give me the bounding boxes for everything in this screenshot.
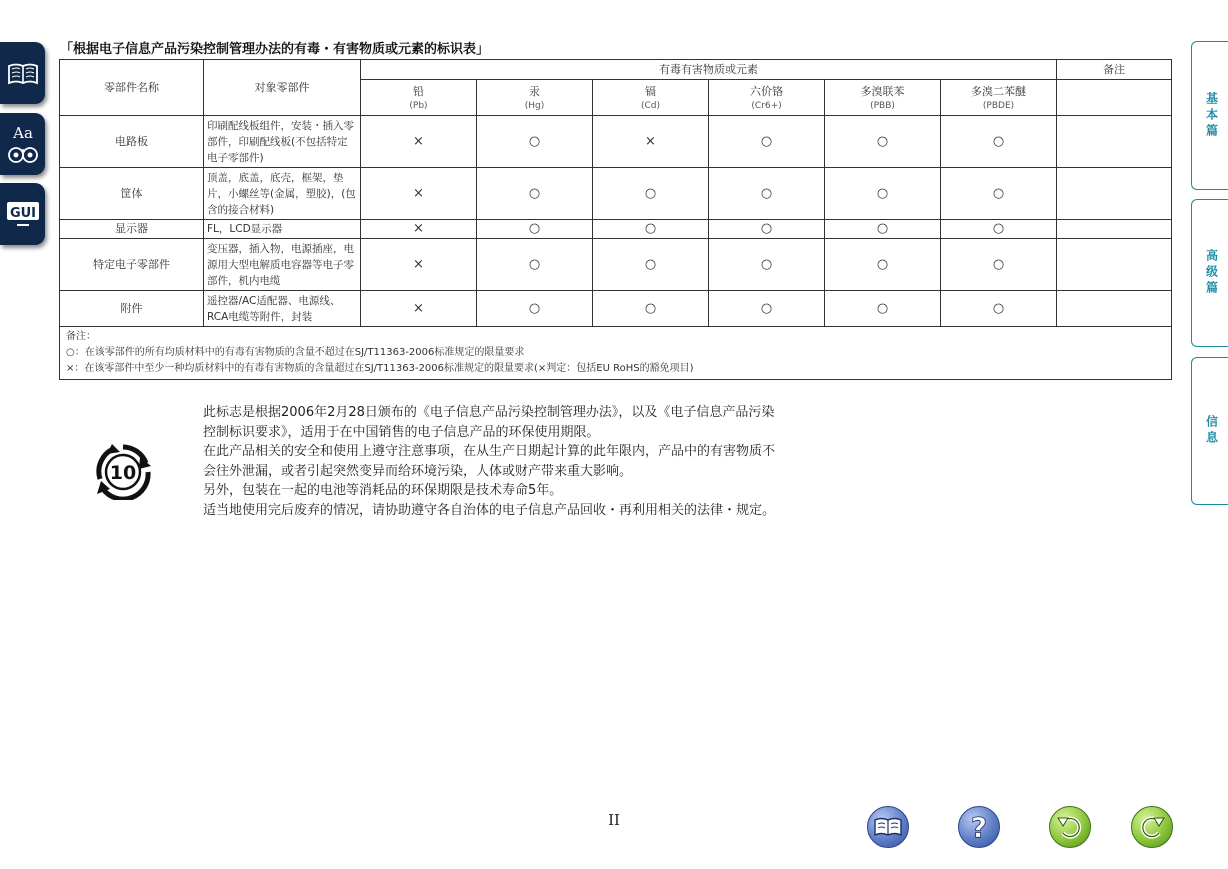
- svg-text:10: 10: [109, 462, 137, 484]
- substance-mark: ○: [593, 220, 709, 239]
- substance-mark: ×: [361, 168, 477, 220]
- substance-symbol: (Cr6+): [751, 100, 782, 111]
- font-size-icon: [6, 121, 40, 167]
- table-notes: [60, 327, 1172, 380]
- book-icon: [6, 59, 40, 87]
- header-substance: [825, 80, 941, 116]
- remark-cell: [1057, 220, 1172, 239]
- tab-advanced[interactable]: 高级篇: [1191, 199, 1228, 347]
- substance-mark: ×: [361, 220, 477, 239]
- substance-mark: ○: [709, 168, 825, 220]
- page-number: II: [608, 811, 620, 829]
- table-row: [60, 116, 1172, 168]
- object-parts: 变压器，插入物，电源插座，电源用大型电解质电容器等电子零部件，机内电缆: [204, 239, 361, 291]
- paragraph: 此标志是根据2006年2月28日颁布的《电子信息产品污染控制管理办法》，以及《电子信息产品污染控制标识要求》，适用于在中国销售的电子信息产品的环保使用期限。: [203, 405, 775, 440]
- substance-mark: ○: [825, 239, 941, 291]
- substance-mark: ○: [825, 220, 941, 239]
- svg-text:Aa: Aa: [12, 124, 33, 142]
- hazardous-substance-table: [59, 59, 1172, 380]
- table-row: [60, 168, 1172, 220]
- paragraph: 在此产品相关的安全和使用上遵守注意事项，在从生产日期起计算的此年限内，产品中的有害物质不会往外泄漏，或者引起突然变异而给环境污染，人体或财产带来重大影响。: [203, 444, 776, 479]
- substance-name: 汞: [529, 84, 540, 98]
- substance-mark: ○: [477, 168, 593, 220]
- substance-mark: ○: [709, 116, 825, 168]
- substance-name: 铅: [413, 84, 424, 98]
- substance-name: 镉: [645, 84, 656, 98]
- object-parts: 顶盖，底盖，底壳，框架，垫片，小螺丝等(金属，塑胶)，(包含的接合材料): [204, 168, 361, 220]
- object-parts: FL，LCD显示器: [204, 220, 361, 239]
- header-object-parts: 对象零部件: [204, 60, 361, 116]
- tab-font[interactable]: [0, 113, 45, 175]
- part-name: 附件: [60, 291, 204, 327]
- substance-mark: ○: [825, 291, 941, 327]
- substance-mark: ○: [477, 291, 593, 327]
- substance-mark: ○: [941, 291, 1057, 327]
- help-button[interactable]: [958, 806, 1000, 848]
- part-name: 筐体: [60, 168, 204, 220]
- table-row: [60, 239, 1172, 291]
- header-substances: 有毒有害物质或元素: [361, 60, 1057, 80]
- substance-mark: ○: [593, 239, 709, 291]
- help-icon: [967, 811, 991, 843]
- tab-info[interactable]: 信息: [1191, 357, 1228, 505]
- substance-mark: ○: [825, 116, 941, 168]
- paragraph: 另外，包装在一起的电池等消耗品的环保期限是技术寿命5年。: [203, 483, 563, 498]
- table-row: [60, 291, 1172, 327]
- substance-symbol: (Hg): [524, 100, 545, 111]
- substance-mark: ×: [361, 291, 477, 327]
- note-heading: 备注：: [66, 331, 96, 342]
- header-substance: [593, 80, 709, 116]
- object-parts: 印刷配线板组件，安装・插入零部件，印刷配线板(不包括特定电子零部件): [204, 116, 361, 168]
- substance-mark: ○: [593, 291, 709, 327]
- substance-mark: ○: [477, 239, 593, 291]
- header-substance: [709, 80, 825, 116]
- back-icon: [1055, 812, 1085, 842]
- header-substance: [941, 80, 1057, 116]
- forward-button[interactable]: [1131, 806, 1173, 848]
- object-parts: 遥控器/AC适配器、电源线、RCA电缆等附件，封装: [204, 291, 361, 327]
- substance-symbol: (PBDE): [982, 100, 1015, 111]
- substance-mark: ○: [941, 168, 1057, 220]
- header-part-name: 零部件名称: [60, 60, 204, 116]
- substance-mark: ○: [477, 116, 593, 168]
- remark-cell: [1057, 116, 1172, 168]
- header-remark: 备注: [1057, 60, 1172, 80]
- tab-gui[interactable]: [0, 183, 45, 245]
- tab-contents[interactable]: [0, 42, 45, 104]
- part-name: 显示器: [60, 220, 204, 239]
- remark-cell: [1057, 291, 1172, 327]
- book-icon: [873, 816, 903, 838]
- substance-mark: ×: [593, 116, 709, 168]
- substance-mark: ○: [477, 220, 593, 239]
- substance-mark: ×: [361, 239, 477, 291]
- header-remark-blank: [1057, 80, 1172, 116]
- header-substance: [361, 80, 477, 116]
- substance-mark: ○: [941, 116, 1057, 168]
- gui-icon: [5, 199, 41, 229]
- note-circle: ○：在该零部件的所有均质材料中的有毒有害物质的含量不超过在SJ/T11363-2006标准规定的限量要求: [66, 347, 525, 358]
- paragraph: 适当地使用完后废弃的情况，请协助遵守各自治体的电子信息产品回收・再利用相关的法律・规定。: [203, 502, 776, 518]
- note-cross: ×：在该零部件中至少一种均质材料中的有毒有害物质的含量超过在SJ/T11363-2006标准规定的限量要求(×判定：包括EU RoHS的豁免项目): [66, 363, 694, 374]
- part-name: 电路板: [60, 116, 204, 168]
- substance-mark: ○: [709, 291, 825, 327]
- substance-symbol: (Cd): [640, 100, 661, 111]
- table-body: [60, 116, 1172, 327]
- environment-protection-period-logo: [95, 444, 151, 500]
- remark-cell: [1057, 239, 1172, 291]
- part-name: 特定电子零部件: [60, 239, 204, 291]
- tab-basic[interactable]: 基本篇: [1191, 41, 1228, 190]
- svg-text:?: ?: [970, 811, 988, 843]
- substance-mark: ○: [709, 220, 825, 239]
- page-title: 「根据电子信息产品污染控制管理办法的有毒・有害物质或元素的标识表」: [60, 42, 490, 57]
- substance-symbol: (PBB): [870, 100, 895, 111]
- table-row: [60, 220, 1172, 239]
- substance-mark: ○: [593, 168, 709, 220]
- substance-mark: ×: [361, 116, 477, 168]
- substance-symbol: (Pb): [409, 100, 428, 111]
- remark-cell: [1057, 168, 1172, 220]
- substance-mark: ○: [825, 168, 941, 220]
- substance-mark: ○: [709, 239, 825, 291]
- substance-mark: ○: [941, 239, 1057, 291]
- substance-name: 多溴二苯醚: [971, 84, 1027, 98]
- substance-name: 多溴联苯: [860, 84, 905, 98]
- substance-mark: ○: [941, 220, 1057, 239]
- back-button[interactable]: [1049, 806, 1091, 848]
- substance-name: 六价铬: [750, 84, 783, 98]
- efup-description: [203, 403, 778, 520]
- header-substance: [477, 80, 593, 116]
- svg-text:GUI: GUI: [9, 206, 36, 221]
- forward-icon: [1137, 812, 1167, 842]
- contents-button[interactable]: [867, 806, 909, 848]
